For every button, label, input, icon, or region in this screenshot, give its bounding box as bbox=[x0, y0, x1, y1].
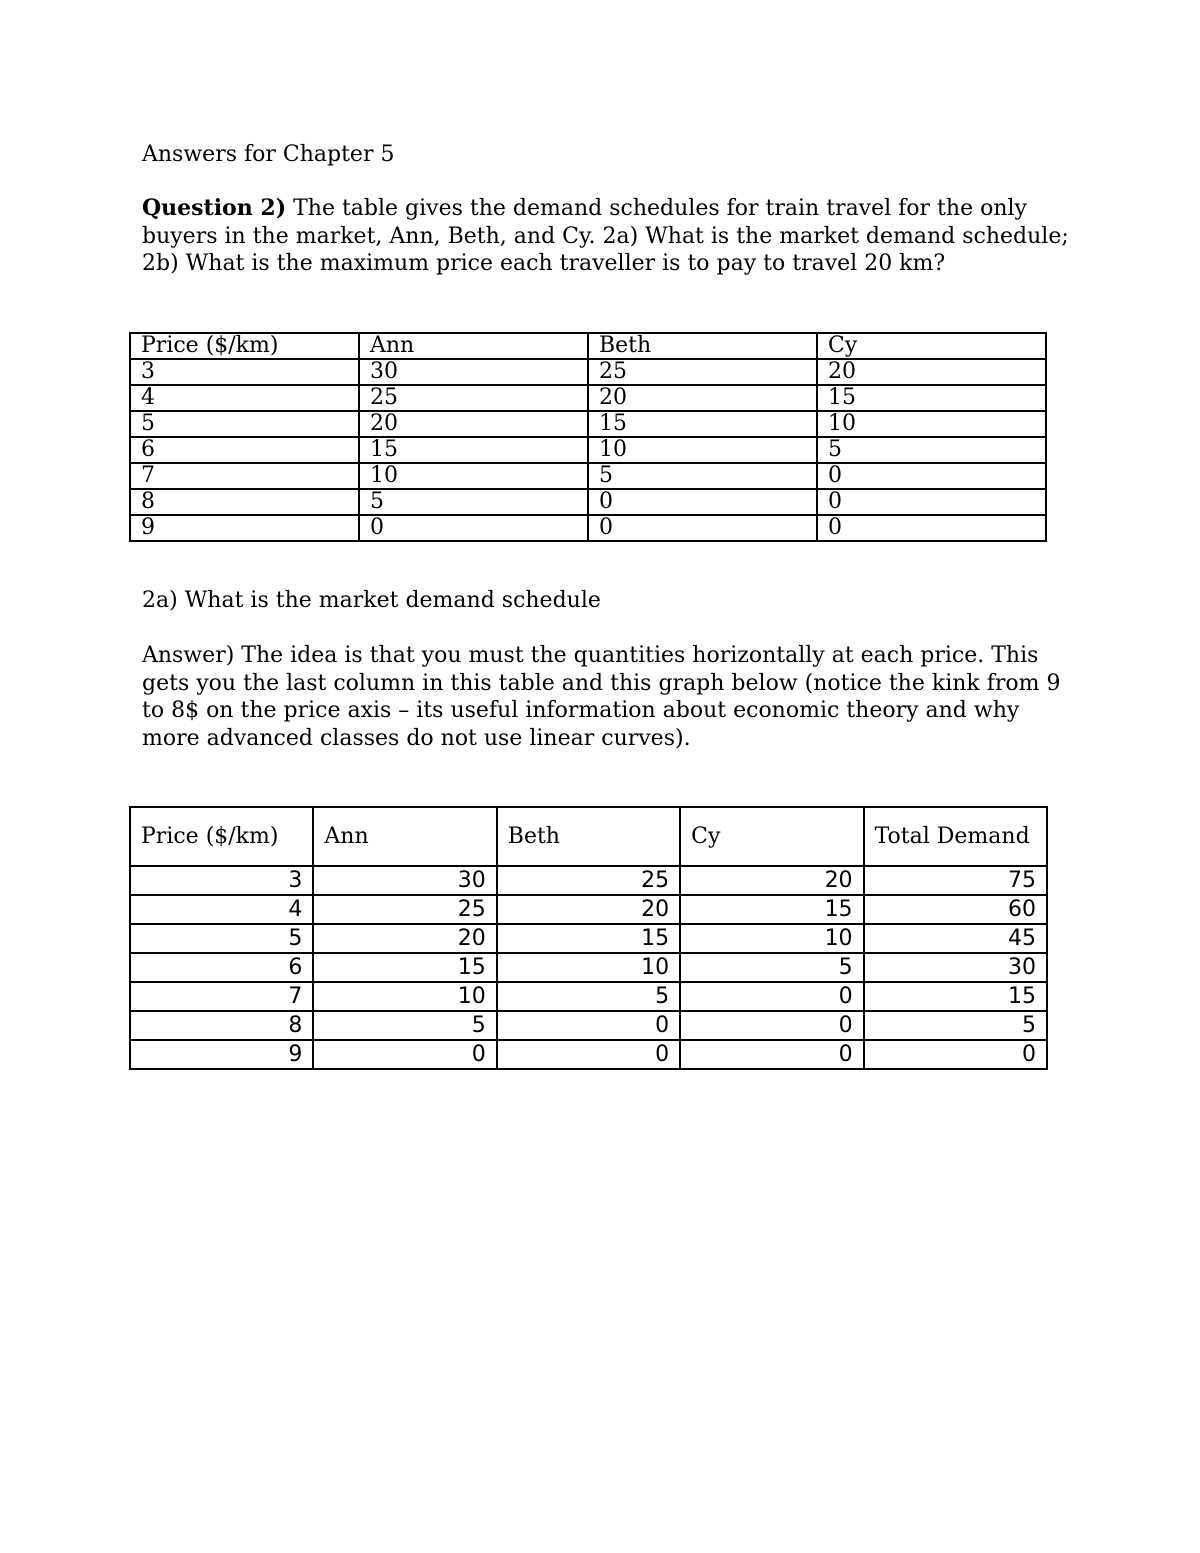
table-cell: 5 bbox=[817, 437, 1046, 463]
table-row bbox=[130, 463, 1046, 489]
table-cell: 0 bbox=[817, 463, 1046, 489]
table-cell: 0 bbox=[313, 1040, 496, 1069]
table-cell: 0 bbox=[680, 1011, 863, 1040]
table-row bbox=[130, 385, 1046, 411]
table-cell: 0 bbox=[680, 1040, 863, 1069]
table-cell: 10 bbox=[497, 953, 680, 982]
table-cell: 25 bbox=[497, 866, 680, 895]
table-cell: 4 bbox=[130, 895, 313, 924]
table-cell: 5 bbox=[588, 463, 817, 489]
table-cell: 45 bbox=[864, 924, 1047, 953]
table-row bbox=[130, 1040, 1047, 1069]
table-row bbox=[130, 895, 1047, 924]
demand-schedule-table bbox=[129, 332, 1047, 542]
table-cell: 10 bbox=[588, 437, 817, 463]
table-cell: 9 bbox=[130, 1040, 313, 1069]
table-row bbox=[130, 437, 1046, 463]
table-cell: 0 bbox=[588, 515, 817, 541]
table-cell: 15 bbox=[817, 385, 1046, 411]
table-cell: 0 bbox=[817, 515, 1046, 541]
table-cell: 0 bbox=[864, 1040, 1047, 1069]
header-cell: Beth bbox=[588, 333, 817, 359]
table-cell: 15 bbox=[864, 982, 1047, 1011]
table-cell: 60 bbox=[864, 895, 1047, 924]
table-header-row bbox=[130, 807, 1047, 866]
table-cell: 10 bbox=[313, 982, 496, 1011]
question-label: Question 2) bbox=[142, 195, 287, 221]
table-cell: 30 bbox=[864, 953, 1047, 982]
table-cell: 25 bbox=[588, 359, 817, 385]
table-cell: 0 bbox=[817, 489, 1046, 515]
table-cell: 0 bbox=[497, 1040, 680, 1069]
table-cell: 5 bbox=[680, 953, 863, 982]
market-demand-table bbox=[129, 806, 1048, 1070]
table-cell: 5 bbox=[130, 924, 313, 953]
table-cell: 0 bbox=[497, 1011, 680, 1040]
table-row bbox=[130, 924, 1047, 953]
header-cell: Price ($/km) bbox=[130, 807, 313, 866]
table-header-row bbox=[130, 333, 1046, 359]
table-row bbox=[130, 411, 1046, 437]
table-row bbox=[130, 359, 1046, 385]
table-cell: 0 bbox=[359, 515, 588, 541]
table-cell: 25 bbox=[313, 895, 496, 924]
table-row bbox=[130, 982, 1047, 1011]
table-cell: 20 bbox=[817, 359, 1046, 385]
answer-paragraph: Answer) The idea is that you must the quantities horizontally at each price. This gets you the last column in this table and this graph below (notice the kink from 9 to 8$ on the price axis – its useful information about economic theory and why more advanced classes do not use linear curves). bbox=[142, 643, 1061, 751]
question-paragraph bbox=[142, 195, 1072, 278]
table-cell: 10 bbox=[359, 463, 588, 489]
table-cell: 3 bbox=[130, 359, 359, 385]
table-cell: 20 bbox=[313, 924, 496, 953]
header-cell: Total Demand bbox=[864, 807, 1047, 866]
table-cell: 7 bbox=[130, 463, 359, 489]
table-cell: 8 bbox=[130, 489, 359, 515]
table-row bbox=[130, 866, 1047, 895]
table-cell: 5 bbox=[864, 1011, 1047, 1040]
header-cell: Ann bbox=[313, 807, 496, 866]
table-cell: 15 bbox=[680, 895, 863, 924]
table-cell: 25 bbox=[359, 385, 588, 411]
table-cell: 4 bbox=[130, 385, 359, 411]
table-cell: 30 bbox=[359, 359, 588, 385]
table-cell: 0 bbox=[680, 982, 863, 1011]
page-title: Answers for Chapter 5 bbox=[142, 142, 395, 167]
table-cell: 0 bbox=[588, 489, 817, 515]
table-cell: 3 bbox=[130, 866, 313, 895]
table-cell: 15 bbox=[588, 411, 817, 437]
header-cell: Cy bbox=[680, 807, 863, 866]
table-cell: 20 bbox=[497, 895, 680, 924]
table-cell: 20 bbox=[359, 411, 588, 437]
table-cell: 20 bbox=[588, 385, 817, 411]
table-cell: 8 bbox=[130, 1011, 313, 1040]
header-cell: Price ($/km) bbox=[130, 333, 359, 359]
table-cell: 20 bbox=[680, 866, 863, 895]
table-cell: 15 bbox=[313, 953, 496, 982]
table-row bbox=[130, 1011, 1047, 1040]
header-cell: Cy bbox=[817, 333, 1046, 359]
table-row bbox=[130, 515, 1046, 541]
table-cell: 5 bbox=[359, 489, 588, 515]
subquestion-text: 2a) What is the market demand schedule bbox=[142, 588, 601, 613]
table-cell: 5 bbox=[497, 982, 680, 1011]
table-cell: 7 bbox=[130, 982, 313, 1011]
table-cell: 15 bbox=[497, 924, 680, 953]
table-cell: 5 bbox=[130, 411, 359, 437]
table-cell: 6 bbox=[130, 437, 359, 463]
table-cell: 15 bbox=[359, 437, 588, 463]
table-cell: 6 bbox=[130, 953, 313, 982]
table-cell: 9 bbox=[130, 515, 359, 541]
table-cell: 10 bbox=[817, 411, 1046, 437]
header-cell: Ann bbox=[359, 333, 588, 359]
table-row bbox=[130, 953, 1047, 982]
question-text: The table gives the demand schedules for train travel for the only buyers in the market, Ann, Beth, and Cy. 2a) What is the market demand schedule; 2b) What is the maximum price each traveller is to pay to travel 20 km? bbox=[142, 196, 1069, 276]
table-row bbox=[130, 489, 1046, 515]
header-cell: Beth bbox=[497, 807, 680, 866]
table-cell: 75 bbox=[864, 866, 1047, 895]
table-cell: 30 bbox=[313, 866, 496, 895]
table-cell: 10 bbox=[680, 924, 863, 953]
table-cell: 5 bbox=[313, 1011, 496, 1040]
